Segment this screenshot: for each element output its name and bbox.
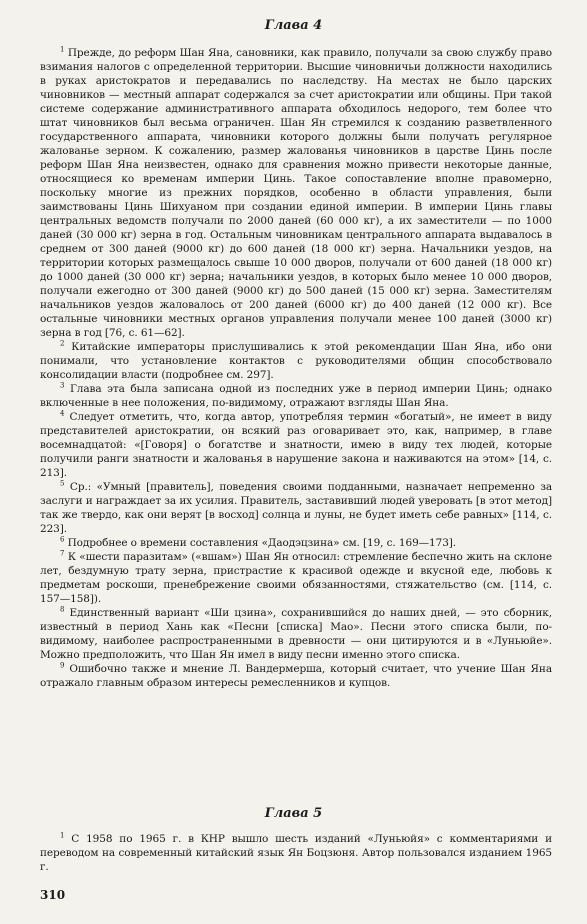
- footnote: [40, 410, 552, 480]
- footnote-number: 1: [60, 45, 65, 54]
- footnote-number: 6: [60, 535, 65, 544]
- footnote-text: К «шести паразитам» («вшам») Шан Ян относил: стремление беспечно жить на склоне лет, бездумную трату зерна, пристрастие к красивой одежде и вкусной еде, любовь к предметам роскоши, пренебрежение своими обязанностями, стяжательство (см. [114, с. 157—158]).: [40, 551, 552, 605]
- footnote: [40, 340, 552, 382]
- footnote-number: 3: [60, 381, 65, 390]
- footnote: [40, 46, 552, 340]
- footnote-text: Китайские императоры прислушивались к этой рекомендации Шан Яна, ибо они понимали, что установление контактов с руководителями общин способствовало консолидации власти (подробнее см. 297].: [40, 341, 552, 381]
- footnote-text: С 1958 по 1965 г. в КНР вышло шесть изданий «Луньюйя» с комментариями и переводом на современный китайский язык Ян Боцзюня. Автор пользовался изданием 1965 г.: [40, 833, 552, 873]
- chapter-5-notes: [40, 832, 552, 874]
- footnote-number: 7: [60, 549, 65, 558]
- footnote-text: Ошибочно также и мнение Л. Вандермерша, который считает, что учение Шан Яна отражало главным образом интересы ремесленников и купцов.: [40, 663, 552, 689]
- footnote: [40, 550, 552, 606]
- footnote: [40, 480, 552, 536]
- footnote-number: 2: [60, 339, 65, 348]
- footnote-number: 1: [60, 831, 65, 840]
- chapter-5-heading: Глава 5: [264, 806, 323, 821]
- footnote-text: Единственный вариант «Ши цзина», сохранившийся до наших дней, — это сборник, известный в период Хань как «Песни [списка] Мао». Песни этого списка были, по-видимому, наиболее распространенными в древности — они цитируются и в «Луньюйе». Можно предположить, что Шан Ян имел в виду песни именно этого списка.: [40, 607, 552, 661]
- footnote: [40, 536, 552, 550]
- footnote: [40, 662, 552, 690]
- footnote-text: Ср.: «Умный [правитель], поведения своими подданными, назначает непременно за заслуги и награждает за их усилия. Правитель, заставивший людей уверовать [в этот метод] так же твердо, как они верят [в восход] солнца и луны, не будет иметь себе равных» [114, с. 223].: [40, 481, 552, 535]
- footnote-text: Прежде, до реформ Шан Яна, сановники, как правило, получали за свою службу право взимания налогов с определенной территории. Высшие чиновничьи должности находились в руках аристократов и передавались по наследству. На местах не было царских чиновников — местный аппарат содержался за счет аристократии или общины. При такой системе содержание административного аппарата обходилось недорого, тем более что штат чиновников был весьма ограничен. Шан Ян стремился к созданию разветвленного государственного аппарата, чиновники которого должны были получать регулярное жалованье зерном. К сожалению, размер жалованья чиновников в царстве Цинь после реформ Шан Яна неизвестен, однако для сравнения можно привести некоторые данные, относящиеся ко временам империи Цинь. Такое сопоставление вполне правомерно, поскольку многие из прежних порядков, особенно в области управления, были заимствованы Цинь Шихуаном при создании единой империи. В империи Цинь главы центральных ведомств получали по 2000 даней (60 000 кг), а их заместители — по 1000 даней (30 000 кг) зерна в год. Остальным чиновникам центрального аппарата выдавалось в среднем от 300 даней (9000 кг) до 600 даней (18 000 кг) зерна. Начальники уездов, на территории которых размещалось свыше 10 000 дворов, получали от 600 даней (18 000 кг) до 1000 даней (30 000 кг) зерна; начальники уездов, в которых было менее 10 000 дворов, получали ежегодно от 300 даней (9000 кг) до 500 даней (15 000 кг) зерна. Заместителям начальников уездов жаловалось от 200 даней (6000 кг) до 400 даней (12 000 кг). Все остальные чиновники местных органов управления получали менее 100 даней (3000 кг) зерна в год [76, с. 61—62].: [40, 47, 552, 339]
- footnote-number: 9: [60, 661, 65, 670]
- footnote-number: 4: [60, 409, 65, 418]
- chapter-4-notes: [40, 46, 552, 690]
- page-number: 310: [40, 888, 66, 902]
- footnote-number: 8: [60, 605, 65, 614]
- footnote-text: Подробнее о времени составления «Даодэцзина» см. [19, с. 169—173].: [67, 537, 457, 549]
- footnote-text: Глава эта была записана одной из последних уже в период империи Цинь; однако включенные в нее положения, по-видимому, отражают взгляды Шан Яна.: [40, 383, 552, 409]
- footnote: [40, 382, 552, 410]
- chapter-4-heading: Глава 4: [264, 18, 323, 33]
- footnote: [40, 832, 552, 874]
- footnote: [40, 606, 552, 662]
- footnote-number: 5: [60, 479, 65, 488]
- footnote-text: Следует отметить, что, когда автор, употребляя термин «богатый», не имеет в виду представителей аристократии, он всякий раз оговаривает это, как, например, в главе восемнадцатой: «[Говоря] о богатстве и знатности, имею в виду тех людей, которые получили ранги знатности и жалованья в нарушение закона и наживаются на этом» [14, с. 213].: [40, 411, 552, 479]
